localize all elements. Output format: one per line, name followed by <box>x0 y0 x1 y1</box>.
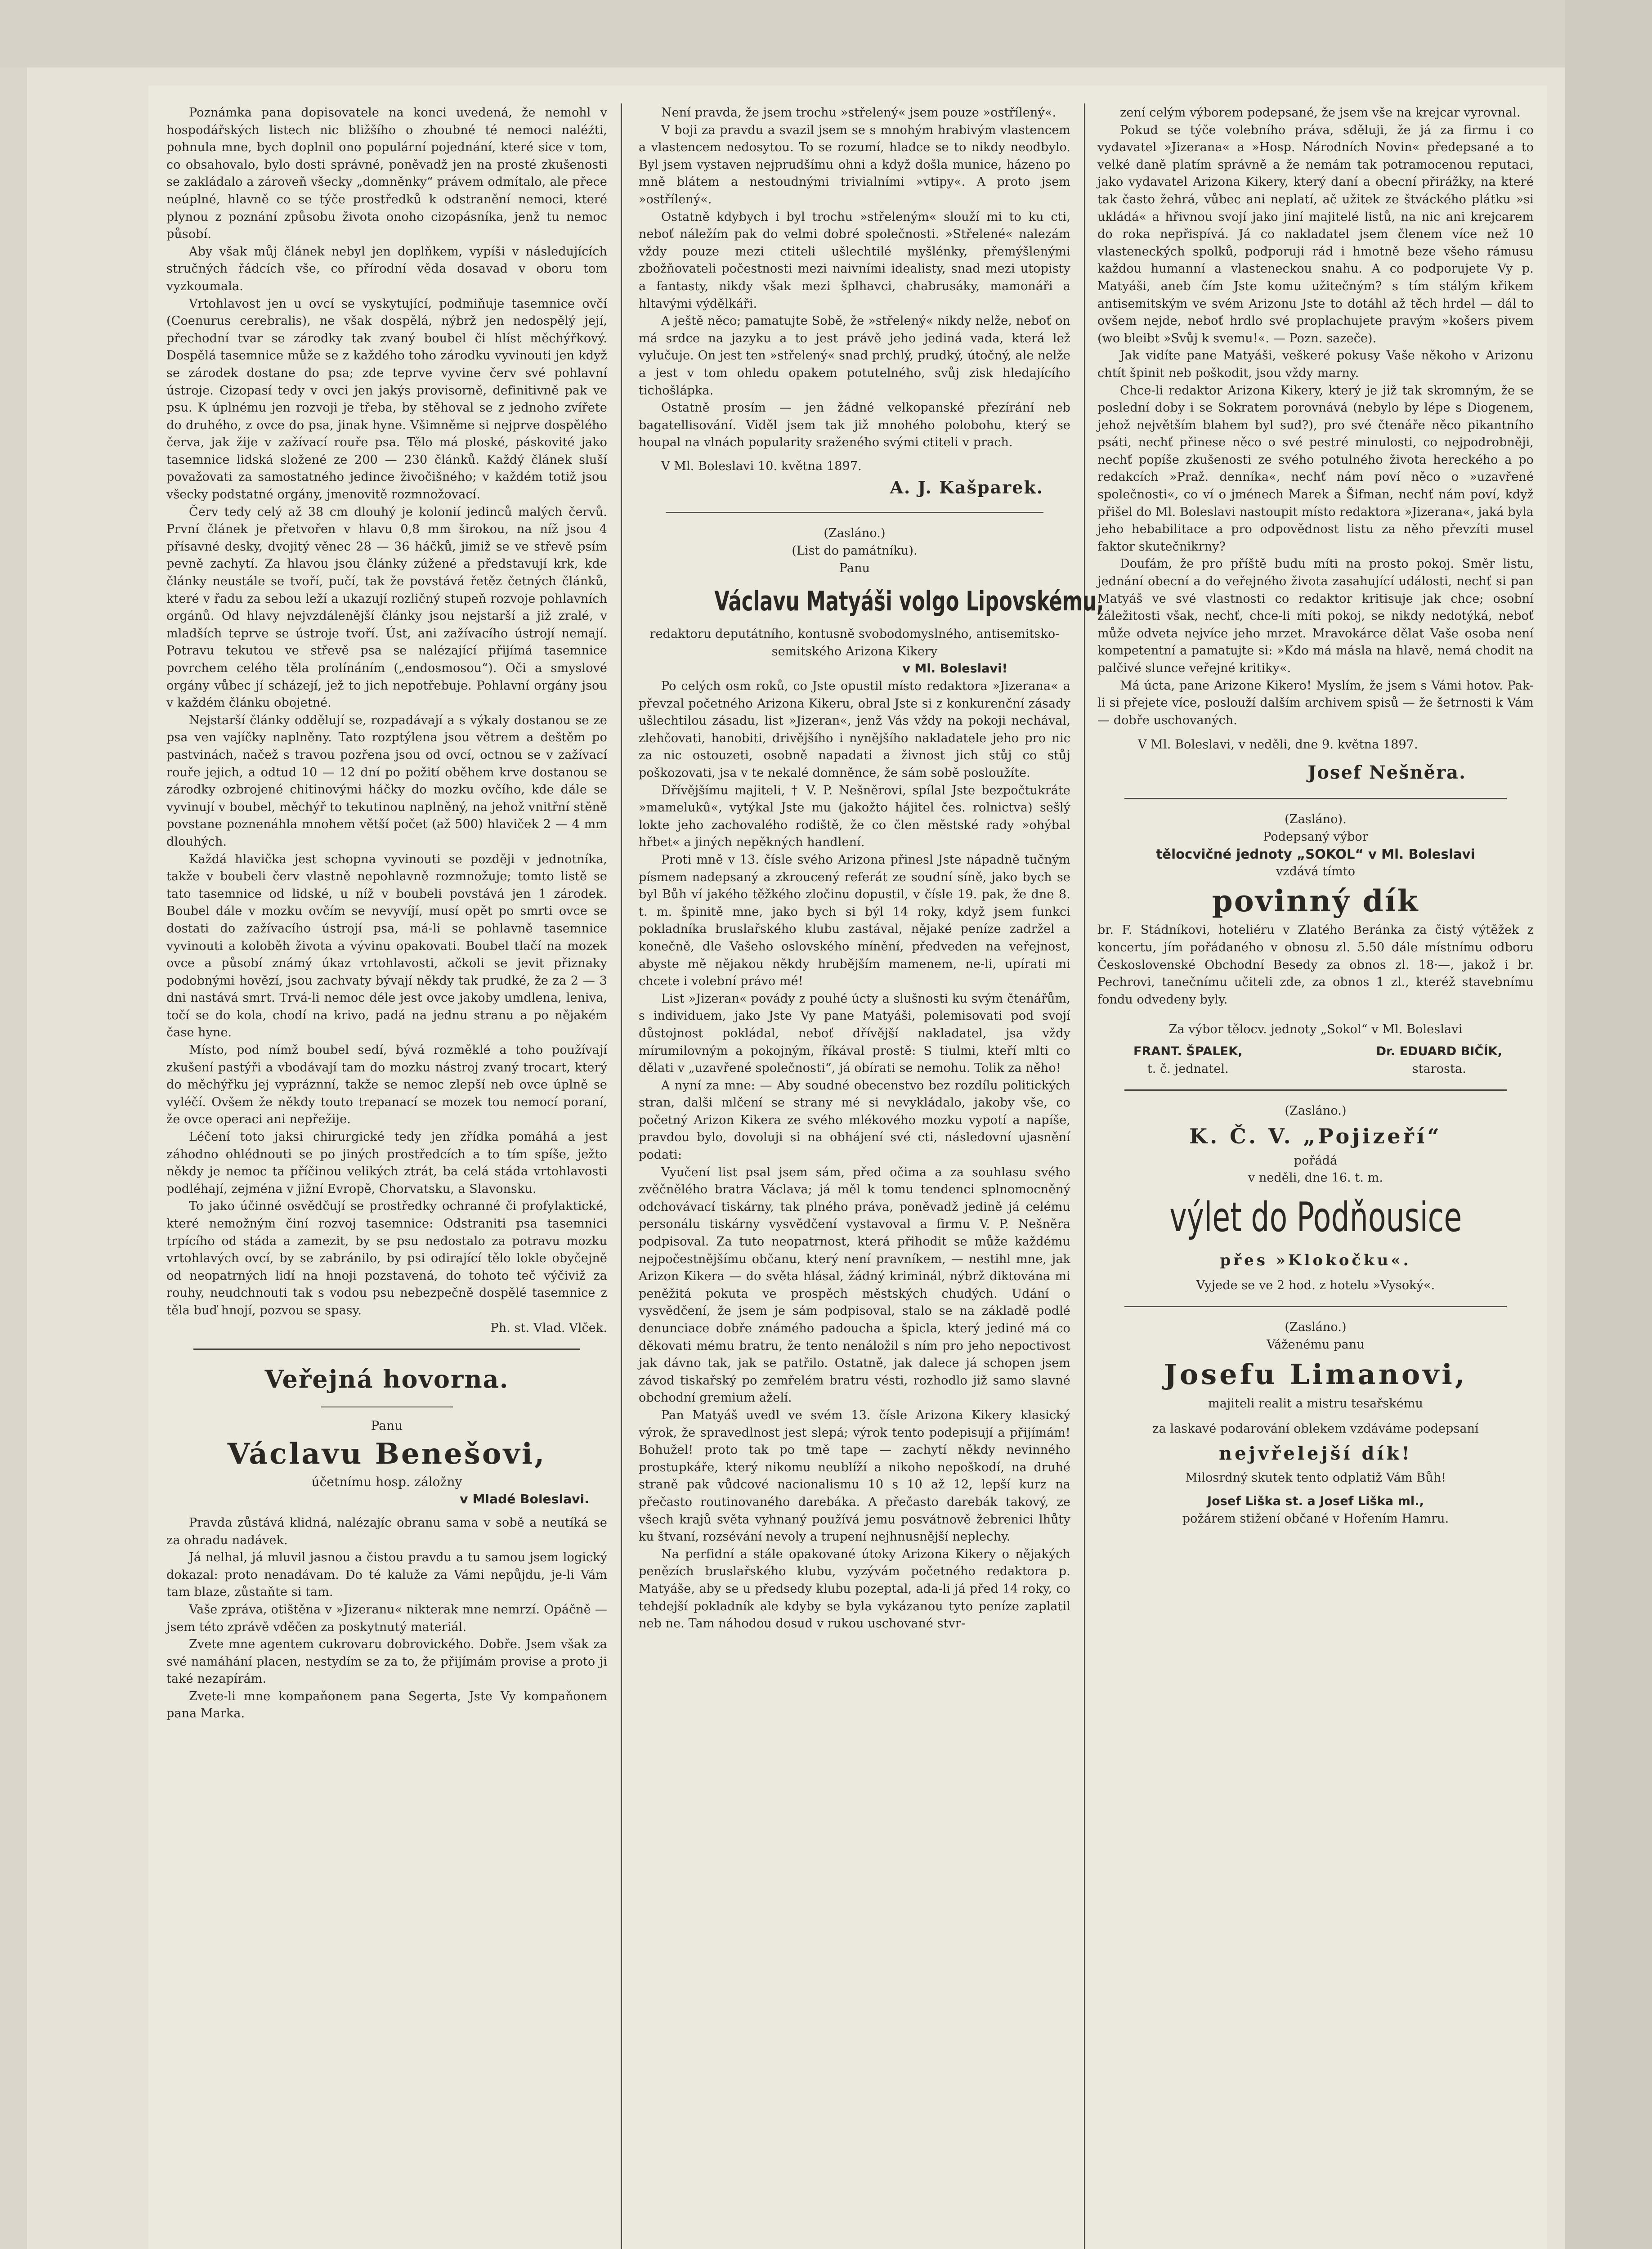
paragraph: Místo, pod nímž boubel sedí, bývá rozměklé a toho používají zkušení pastýři a vbodávají tam do mozku nástroj zvaný trocart, který do měchýřku jej vypráznní, takže se nemoc zlepší neb ovce úplně se vyléčí. Ovšem že někdy touto trepanací se mozek tou nemocí poraní, že ovce operaci ani nepřežije. <box>166 1043 607 1127</box>
club-name: K. Č. V. „Pojizeří“ <box>1189 1124 1442 1148</box>
article-continuation <box>1097 104 1534 729</box>
paragraph: Nejstarší články oddělují se, rozpadávají a s výkaly dostanou se ze psa ven vajíčky naplněny. Tato rozptýlena jsou větrem a deštěm po pastvinách, načež s travou pozřena jsou od ovcí, octnou se v zažívací rouře jejich, a odtud 10 — 12 dní po požití oběhem krve dostanou se zárodky ozbrojené chitinovými háčky do mozku ovčího, kde dále se vyvinují v boubel, měchýř to tekutinou naplněný, na jehož vnitřní stěně povstane poznenáhla mnohem větší počet (až 500) hlaviček 2 — 4 mm dlouhých. <box>166 713 607 849</box>
dik-line1: Podepsaný výbor <box>1263 829 1368 844</box>
article-strileny <box>639 104 1070 452</box>
paragraph: Ostatně kdybych i byl trochu »střeleným« slouží mi to ku cti, neboť náležím pak do velmi dobré společnosti. »Střelené« nalezám vždy pouze mezi ctiteli ušlechtilé myšlénky, přemýšlenými zbožňovateli počestnosti mezi naivními idealisty, snad mezi utopisty a fantasty, nikdy však mezi šplhavci, chabrusáky, mamonáři a hltavými výdělkáři. <box>639 210 1070 311</box>
letter-body <box>639 678 1070 1633</box>
thanks-sig1: Josef Liška st. a Josef Liška ml., <box>1207 1494 1424 1509</box>
recipient-role: účetnímu hosp. záložny <box>311 1474 462 1489</box>
article-signature: A. J. Kašparek. <box>890 477 1043 498</box>
zaslano-label: (Zasláno.) <box>1285 1104 1347 1118</box>
place-date: V Ml. Boleslavi, v neděli, dne 9. května 1897. <box>1138 738 1418 752</box>
paragraph: Má úcta, pane Arizone Kikero! Myslím, že jsem s Vámi hotov. Pak-li si přejete více, poslouží dalším archivem spisů — že šetrnosti k Vám — dobře uschovaných. <box>1097 678 1534 727</box>
thanks-line1: Váženému panu <box>1267 1338 1365 1352</box>
paragraph: Vyučení list psal jsem sám, před očima a za souhlasu svého zvěčnělého bratra Václava; já měl k tomu tendenci splnomocněný odchovávací tiskárny, tak plného práva, poněvadž jedině já celému personálu tiskárny vysvědčení vystavoval a firmu V. P. Nešněra podpisoval. Za tuto neopatrnost, která přihodit se může každému nejpočestnějšímu občanu, který není pravníkem, — nestihl mne, jak Arizon Kikera — do světa hlásal, žádný kriminál, nýbrž diktována mi peněžitá pokuta ve prospěch městských chudých. Udání o vysvědčení, že jsem je sám podpisoval, stalo se na základě podlé denunciace dobře známého padoucha a špicla, který jediné má co děkovati mému bratru, že tento nenáložil s ním pro jeho nepoctivost jak dávno tak, jak se patřilo. Ostatně, jak dalece já schopen jsem závod tiskařský po zemřelém bratru vésti, rozhodlo již samo slavné obchodní gremium aželí. <box>639 1165 1070 1405</box>
section-divider <box>666 512 1043 513</box>
paragraph: Pravda zůstává klidná, nalézajíc obranu sama v sobě a neutíká se za ohradu nadávek. <box>166 1515 607 1547</box>
paragraph: Jak vidíte pane Matyáši, veškeré pokusy Vaše někoho v Arizonu chtít špinit neb poškodit, jsou vždy marny. <box>1097 349 1534 380</box>
scan-margin-left <box>0 0 27 2249</box>
signature-right-role: starosta. <box>1412 1062 1466 1076</box>
column-rule-2 <box>1084 103 1085 2249</box>
thanks-headline: nejvřelejší dík! <box>1219 1443 1412 1464</box>
paragraph: Pokud se týče volebního práva, sděluji, že já za firmu i co vydavatel »Jizerana« a »Hosp. Národních Novin« předepsané a to velké daně platím správně a že nemám tak potramocenou reputaci, jako vydavatel Arizona Kikery, který daní a obecní přirážky, na které tak často žehrá, vůbec ani neplatí, ač užitek ze štváckého plátku »si ukládá« a hřivnou svojí jako jiní majitelé listů, na nic ani krejcarem do roka nepřispívá. Já co nakladatel jsem členem více než 10 vlastenecký́ch spolků, podporuji rád i hmotně beze všeho rámusu každou humanní a vlasteneckou snahu. A co podporujete Vy p. Matyáši, aneb čím Jste komu užitečným? s tím stálým křikem antisemitským ve svém Arizonu Jste to dotáhl až těch hrdel — dál to ovšem nejde, neboť hrdlo své proplachujete pravým »košers pivem (wo bleibt »Svůj k svemu!«. — Pozn. sazeče). <box>1097 123 1534 345</box>
recipient-name-text: Václavu Matyáši volgo Lipovskému, <box>714 586 1104 618</box>
vylet-pojizeri <box>1097 1102 1534 1294</box>
paragraph: Vrtohlavost jen u ovcí se vyskytující, podmiňuje tasemnice ovčí (Coenurus cerebralis), ne však dospělá, nýbrž jen nedospělý její, přechodní tvar se zárodky tak zvaný boubel či hlíst měchýřkový. Dospělá tasemnice může se z každého toho zárodku vyvinouti jen když se zárodek dostane do psa; zde teprve vyvine červ své pohlavní ústroje. Cizopasí tedy v ovci jen jakýs provisorně, definitivně pak ve psu. K úplnému jen rozvoji je třeba, by stěhoval se z jednoho zvířete do druhého, z ovce do psa, jinak hyne. Všimněme si nejprve dospělého červa, jak žije v zažívací rouře psa. Tělo má ploské, páskovité jako tasemnice lidská složené ze 200 — 230 článků. Každý článek sluší považovati za samostatného jedince živočišného; v každém totiž jsou všecky podstatné orgány, jmenovitě rozmnožovací. <box>166 296 607 502</box>
recipient-name <box>639 579 1104 624</box>
paragraph: To jako účinné osvědčují se prostředky ochranné či profylaktické, které nemožným činí rozvoj tasemnice: Odstraniti psa tasemnici trpícího od stáda a zamezit, by se psu nedostalo za potravu mozku vrtohlavých ovcí, by se zabránilo, by psi odirající tělo lokle obyčejně od neopatrných lidí na hnoji pozstavená, do tohoto teč výčiviž za rouhy, neudchnouti tak s vodou psu nebezpečně dospělé tasemnice z těla buď hnojí, pozvou se spasy. <box>166 1199 607 1317</box>
dik-signatures <box>1133 1043 1502 1078</box>
vylet-headline <box>1097 1190 1534 1245</box>
dik-line3: vzdává tímto <box>1276 864 1356 878</box>
place-date: V Ml. Boleslavi 10. května 1897. <box>661 459 862 473</box>
paragraph: Zvete mne agentem cukrovaru dobrovického. Dobře. Jsem však za své namáhání placen, nestydím se za to, že přijímám provise a proto ji také nezapírám. <box>166 1637 607 1686</box>
paragraph: List »Jizeran« povády z pouhé úcty a slušnosti ku svým čtenářům, s individuem, jako Jste Vy pane Matyáši, polemisovati pod svojí důstojnost pokládal, neboť dřívější nakladatel, jsa vždy mírumilovným a pokojným, říkával prostě: S tiulmi, kteří mlti co dělati v „uzavřené společnosti“, já obírati se nemohu. Tolik za něho! <box>639 991 1070 1075</box>
recipient-desc: redaktoru deputátního, kontusně svobodomyslného, antisemitsko-semitského Arizona Kikery <box>649 627 1060 659</box>
paragraph: Pan Matyáš uvedl ve svém 13. čísle Arizona Kikery klasický výrok, že spravedlnost jest slepá; výrok tento podepisují a přijímám! Bohužel! proto tak po tmě tape — zachytí někdy nevinného prostupkáře, který nikomu neublíží a nikoho nepoškodí, na druhé straně pak vůdcové nacionalismu 10 s 10 až 12, lepší kurz na přečasto routinovaného darebáka. A přečasto darebák takový, ze všech krajů světa vyhnaný používá jemu posvátnově žebrenici lhůty ku štvaní, rozsévání nevoly a trupení nejhnusnější neplechy. <box>639 1408 1070 1544</box>
recipient-name: Josefu Limanovi, <box>1164 1357 1468 1391</box>
paragraph: Po celých osm roků, co Jste opustil místo redaktora »Jizerana« a převzal početného Arizona Kikeru, obral Jste si z konkurenční zásady ušlechtilou zásadu, list »Jizeran«, jenž Vás vždy na pokoji nechával, zlehčovati, hanobiti, drivějšího i nynějšího nakladatele jeho pro nic za nic ostouzeti, osobně napadati a živnost jich stůj co stůj poškozovati, jsa v te nekalé domněnce, že sám sobě posloužíte. <box>639 679 1070 780</box>
section-divider <box>1124 798 1507 799</box>
column-2 <box>639 104 1104 1633</box>
signature-left <box>1133 1043 1243 1078</box>
section-divider <box>193 1349 580 1350</box>
article-vrtohlavost <box>166 104 607 1320</box>
article-signature: Ph. st. Vlad. Vlček. <box>490 1321 607 1335</box>
zaslano-label: (Zasláno.) <box>824 526 886 541</box>
paragraph: Poznámka pana dopisovatele na konci uvedená, že nemohl v hospodářských listech nic bližšího o zhoubné té nemoci naléźti, pohnula mne, bych doplnil ono populární pojednání, které sice v tom, co obsahovalo, bylo dosti správné, poněvadž jen na prosté zkušenosti se zakládalo a zároveň všecky „domněnky“ právem odmítalo, ale přece neúplné, hlavně co se týče prostředků k odstranění nemoci, které plynou z poznání způsobu života onoho cizopásníka, jenž tu nemoc působí. <box>166 106 607 242</box>
column-3 <box>1097 104 1534 1528</box>
zaslano-label: (Zasláno.) <box>1285 1320 1347 1335</box>
thanks-line4: Milosrdný skutek tento odplatiž Vám Bůh! <box>1185 1470 1446 1485</box>
paragraph: A ještě něco; pamatujte Sobě, že »střelený« nikdy nelže, neboť on má srdce na jazyku a to jest právě jeho jediná vada, která lež vylučuje. On jest ten »střelený« snad prchlý, prudký, útočný, ale nelže a jest v tom ohledu opakem potutelného, svůj zisk hledajícího tichošlápka. <box>639 314 1070 398</box>
section-divider <box>1124 1089 1507 1091</box>
dik-signoff: Za výbor tělocv. jednoty „Sokol“ v Ml. Boleslavi <box>1168 1022 1463 1037</box>
paragraph: Já nelhal, já mluvil jasnou a čistou pravdu a tu samou jsem logický dokazal: proto nenadávam. Do té kaluže za Vámi nepůjdu, je-li Vám tam blaze, zůstaňte si tam. <box>166 1550 607 1599</box>
paragraph: Dřívějšímu majiteli, † V. P. Nešněrovi, spílal Jste bezpočtukráte »mamelukû«, vytýkal Jste mu (jakožto hájitel čes. rolnictva) sešlý lokte jeho zachovalého rodiště, že co člen městské rady »ohýbal hřbet« a jiných nepěkných handlení. <box>639 783 1070 850</box>
paragraph: Aby však můj článek nebyl jen doplňkem, vypíši v následujících stručných řádcích vše, co přírodní věda dosavad v oboru tom vyzkoumala. <box>166 244 607 293</box>
signature-right <box>1376 1043 1502 1078</box>
paragraph: Léčení toto jaksi chirurgické tedy jen zřídka pomáhá a jest záhodno ohlédnouti se po jiných prostředcích a to tím spíše, ježto někdy je nemoc ta příčinou velikých ztrát, ba celá stáda vrtohlavosti podléhají, zejména v jižní Evropě, Chorvatsku, a Slavonsku. <box>166 1130 607 1196</box>
paragraph: zení celým výborem podepsané, že jsem vše na krejcar vyrovnal. <box>1120 106 1521 120</box>
section-title: Veřejná hovorna. <box>264 1365 509 1394</box>
thanks-line2: majiteli realit a mistru tesařskému <box>1208 1396 1423 1411</box>
column-rule-1 <box>621 103 622 2249</box>
vylet-headline-text: výlet do Podňousice <box>1169 1193 1462 1241</box>
dik-body: br. F. Stádníkovi, hoteliéru v Zlatého Beránka za čistý výtěžek z koncertu, jím pořádaného v obnosu zl. 5.50 dále místnímu odboru Československé Obchodní Besedy za obnos zl. 18·—, jakož i br. Pechrovi, tanečnímu učiteli zde, za obnos 1 zl., kteréž stavebnímu fondu odvedeny byly. <box>1097 923 1534 1007</box>
dik-sokol <box>1097 811 1534 1078</box>
paragraph: V boji za pravdu a svazil jsem se s mnohým hrabivým vlastencem a vlastencem nedosytou. To se rozumí, hladce se to nikdy neodbylo. Byl jsem vystaven nejprudšímu ohni a když došla munice, házeno po mně blátem a nestoudnými trivialními »vtipy«. A proto jsem »ostřílený«. <box>639 123 1070 206</box>
vylet-via: přes »Klokočku«. <box>1220 1251 1411 1269</box>
signature-right-name: Dr. EDUARD BIČÍK, <box>1376 1044 1502 1058</box>
paragraph: Každá hlavička jest schopna vyvinouti se později v jednotníka, takže v boubeli červ vlastně nepohlavně rozmnožuje; tomto listě se tato tasemnice od lidské, u níž v boubeli povstává jen 1 zárodek. Boubel dále v mozku ovčím se nevyvíjí, musí opět po smrti ovce se dostati do zažívacího ústrojí psa, má-li se pohlavně tasemnice vyvinouti a koloběh života a vývinu opakovati. Boubel tlačí na mozek ovce a působí známý úkaz vrtohlavosti, ačkoli se jevit přiznaky podobnými hovězí, jsou zachvaty bývají někdy tak prudké, že za 2 — 3 dni nastává smrt. Trvá-li nemoc déle jest ovce jakoby umdlena, leniva, točí se do kola, chodí na krivo, padá na jednu stranu a po nějakém čase hyne. <box>166 852 607 1040</box>
recipient-place: v Mladé Boleslavi. <box>460 1492 589 1507</box>
vylet-line2: v neděli, dne 16. t. m. <box>1248 1171 1383 1185</box>
paragraph: Zvete-li mne kompaňonem pana Segerta, Jste Vy kompaňonem pana Marka. <box>166 1689 607 1721</box>
paragraph: Vaše zpráva, otištěna v »Jizeranu« nikterak mne nemrzí. Opáčně — jsem této zprávě vděčen za poskytnutý materiál. <box>166 1602 607 1634</box>
salutation: Panu <box>371 1418 403 1434</box>
letter-subtitle: (List do památníku). <box>792 544 918 558</box>
paragraph: Doufám, že pro příště budu míti na prosto pokoj. Směr listu, jednání obecní a do veřejného života zasahující události, nechť si pan Matyáš ve své vlastnosti co redaktor kritisuje jak chce; osobní záležitosti však, nechť, chce-li míti pokoj, se nikdy nedotýká, neboť může odveta nejvíce jeho mrzet. Mravokárce dělat Vaše osoba není kompetentní a pamatujte si: »Kdo má másla na hlavě, nemá chodit na palčivé slunce veřejné kritiky«. <box>1097 557 1534 675</box>
dik-headline: povinný dík <box>1212 883 1419 919</box>
salutation: Panu <box>839 561 870 575</box>
vylet-departure: Vyjede se ve 2 hod. z hotelu »Vysoký«. <box>1196 1278 1435 1292</box>
recipient-place: v Ml. Boleslavi! <box>902 662 1007 676</box>
verejna-body <box>166 1514 607 1723</box>
article-signature: Josef Nešněra. <box>1307 762 1466 783</box>
letter-pamatnik <box>639 525 1104 1632</box>
dik-liman <box>1097 1319 1534 1528</box>
paragraph: Není pravda, že jsem trochu »střelený« jsem pouze »ostřílený«. <box>661 106 1057 120</box>
recipient-name: Václavu Benešovi, <box>227 1437 546 1471</box>
section-divider <box>1124 1306 1507 1307</box>
zaslano-label: (Zasláno). <box>1285 812 1347 826</box>
paragraph: Chce-li redaktor Arizona Kikery, který je již tak skromným, že se poslední doby i se Sokratem porovnává (nebylo by lépe s Diogenem, jehož největším blahem byl sud?), pro své čtenáře něco pikantního psáti, nechť přinese něco o své pestré minulosti, co nejpodrobněji, nechť popíše zkušenosti ze svého potulného života hereckého a po redakcích »Praž. denníka«, nechť nám poví něco o »uzavřené společnosti«, co ví o jménech Marek a Šifman, nechť nám poví, když přišel do Ml. Boleslavi nastoupit místo redaktora »Jizerana«, jaká byla jeho hebabilitace a pro odpovědnost listu za něho převzíti musel faktor skutečnikrny? <box>1097 383 1534 554</box>
paragraph: Proti mně v 13. čísle svého Arizona přinesl Jste nápadně tučným písmem nadepsaný a zkroucený referát ze soudní síně, jako bych se byl Bůh ví jakého těžkého zločinu dopustil, v čísle 19. pak, že dne 8. t. m. špinitě mne, jako bych si býl 14 roky, když jsem funkci pokladníka bruslařského klubu zastával, nějaké peníze zadržel a konečně, dle Vašeho oslovského mínění, předveden na veřejnost, abyste mě nějakou někdy hrubějším mamenem, ne-li, upírati mi chcete i volební právo mé! <box>639 852 1070 989</box>
paragraph: Červ tedy celý až 38 cm dlouhý je kolonií jedinců malých červů. První článek je přetvořen v hlavu 0,8 mm širokou, na níž jsou 4 přísavné desky, dvojitý věnec 28 — 36 háčků, jimiž se ve střevě psím pevně zachytí. Za hlavou jsou články zúžené a představují krk, kde články neustále se tvoří, pučí, tak že povstává řetěz četných článků, které v řadu za sebou leží a ukazují rozličný stupeň rozvoje pohlavních orgánů. Od hlavy nejvzdálenější články jsou nejstarší a již zralé, v mladších teprve se ústroje tvoří. Úst, ani zažívacího ústrojí nemají. Potravu tekutou ve střevě psa se nalézající přijímá tasemnice povrchem celého těla prolínáním („endosmosou“). Oči a smyslové orgány vůbec jí scházejí, jež to jich nepotřebuje. Pohlavní orgány jsou v každém článku obojetné. <box>166 505 607 710</box>
verejna-hovorna <box>166 1362 607 1723</box>
signature-left-name: FRANT. ŠPALEK, <box>1133 1044 1243 1058</box>
paragraph: A nyní za mne: — Aby soudné obecenstvo bez rozdílu politických stran, dalši mlčení se strany mé si nevykládalo, jakoby vše, co početný Arizon Kikera ze svého mlékového mozku vypotí a napíše, pravdou bylo, dovoluji si na obhájení své cti, následovní ujasnění podati: <box>639 1078 1070 1162</box>
thanks-line3: za laskavé podarování oblekem vzdáváme podepsaní <box>1152 1422 1479 1436</box>
signature-left-role: t. č. jednatel. <box>1147 1062 1229 1076</box>
paragraph: Ostatně prosím — jen žádné velkopanské přezírání neb bagatellisování. Viděl jsem tak již mnohého polobohu, který se houpal na vlnách popularity sraženého svými ctiteli v prach. <box>639 401 1070 450</box>
paragraph: Na perfidní a stále opakované útoky Arizona Kikery o nějakých penězích bruslařského klubu, vyzývám početného redaktora p. Matyáše, aby se u předsedy klubu pozeptal, ada-li já před 14 roky, co tehdejší pokladník ale kdyby se byla vykázanou tyto peníze zaplatil neb ne. Tam náhodou dosud v rukou uschované stvr- <box>639 1547 1070 1631</box>
vylet-line1: pořádá <box>1294 1153 1338 1168</box>
dik-line2: tělocvičné jednoty „SOKOL“ v Ml. Boleslavi <box>1156 847 1475 862</box>
thanks-sig2: požárem stižení občané v Hořením Hamru. <box>1182 1512 1449 1526</box>
scan-margin-top <box>0 0 1652 67</box>
column-1 <box>166 104 607 1723</box>
scan-margin-right <box>1565 0 1652 2249</box>
